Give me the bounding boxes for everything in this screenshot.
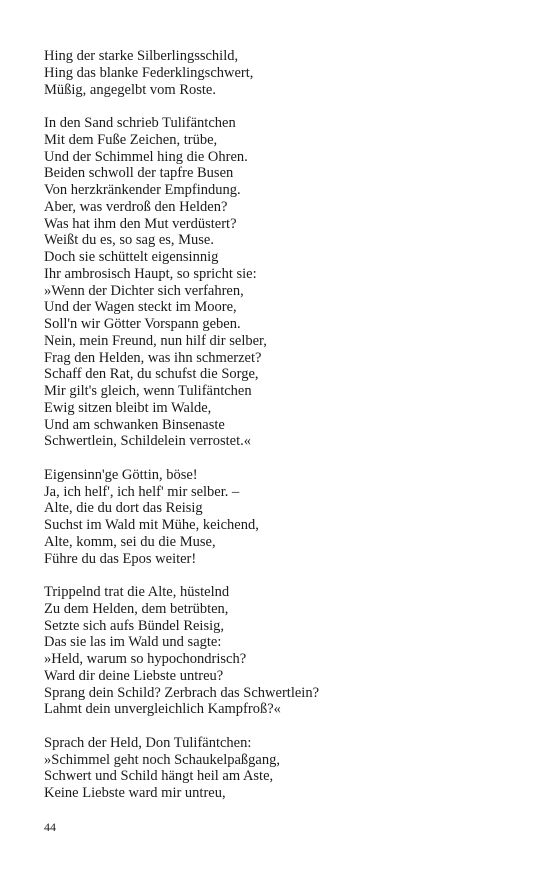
verse-line: Mir gilt's gleich, wenn Tulifäntchen <box>44 383 252 399</box>
verse-line: »Schimmel geht noch Schaukelpaßgang, <box>44 751 280 768</box>
verse-line: Müßig, angegelbt vom Roste. <box>44 81 216 98</box>
stanza <box>44 115 524 450</box>
verse-line: Frag den Helden, was ihn schmerzet? <box>44 349 262 366</box>
verse-line: Führe du das Epos weiter! <box>44 550 197 567</box>
verse-line: Und der Wagen steckt im Moore, <box>44 299 237 316</box>
verse-line: Eigensinn'ge Göttin, böse! <box>44 466 198 483</box>
verse-line: Hing der starke Silberlingsschild, <box>44 48 239 64</box>
verse-line: Aber, was verdroß den Helden? <box>44 198 228 215</box>
poem-body <box>44 48 524 819</box>
verse-line: Zu dem Helden, dem betrübten, <box>44 600 229 617</box>
verse-line: »Held, warum so hypochondrisch? <box>44 651 247 667</box>
verse-line: Schwertlein, Schildelein verrostet.« <box>44 433 251 450</box>
verse-line: Ewig sitzen bleibt im Walde, <box>44 399 212 416</box>
page-number: 44 <box>44 820 56 834</box>
verse-line: Ward dir deine Liebste untreu? <box>44 667 224 684</box>
verse-line: Soll'n wir Götter Vorspann geben. <box>44 316 241 332</box>
verse-line: Trippelnd trat die Alte, hüstelnd <box>44 584 230 600</box>
stanza <box>44 467 524 568</box>
verse-line: Keine Liebste ward mir untreu, <box>44 785 226 801</box>
verse-line: Schwert und Schild hängt heil am Aste, <box>44 768 274 785</box>
verse-line: In den Sand schrieb Tulifäntchen <box>44 115 236 131</box>
verse-line: Ihr ambrosisch Haupt, so spricht sie: <box>44 265 257 282</box>
verse-line: Das sie las im Wald und sagte: <box>44 634 222 651</box>
verse-line: Hing das blanke Federklingschwert, <box>44 64 254 81</box>
verse-line: Von herzkränkender Empfindung. <box>44 182 241 198</box>
verse-line: Ja, ich helf', ich helf' mir selber. – <box>44 483 240 500</box>
verse-line: Schaff den Rat, du schufst die Sorge, <box>44 366 259 383</box>
verse-line: Lahmt dein unvergleichlich Kampfroß?« <box>44 701 281 718</box>
stanza <box>44 735 524 802</box>
verse-line: Alte, komm, sei du die Muse, <box>44 533 216 550</box>
verse-line: Und der Schimmel hing die Ohren. <box>44 148 248 165</box>
stanza <box>44 48 524 98</box>
verse-line: Setzte sich aufs Bündel Reisig, <box>44 617 225 634</box>
verse-line: Sprang dein Schild? Zerbrach das Schwertlein? <box>44 684 320 701</box>
verse-line: Mit dem Fuße Zeichen, trübe, <box>44 131 218 148</box>
verse-line: Was hat ihm den Mut verdüstert? <box>44 215 237 232</box>
verse-line: »Wenn der Dichter sich verfahren, <box>44 282 244 299</box>
verse-line: Und am schwanken Binsenaste <box>44 416 225 433</box>
stanza <box>44 584 524 718</box>
verse-line: Doch sie schüttelt eigensinnig <box>44 249 219 265</box>
verse-line: Alte, die du dort das Reisig <box>44 500 203 517</box>
verse-line: Beiden schwoll der tapfre Busen <box>44 165 234 182</box>
verse-line: Nein, mein Freund, nun hilf dir selber, <box>44 332 267 349</box>
verse-line: Weißt du es, so sag es, Muse. <box>44 232 214 249</box>
verse-line: Sprach der Held, Don Tulifäntchen: <box>44 734 252 751</box>
verse-line: Suchst im Wald mit Mühe, keichend, <box>44 517 259 533</box>
